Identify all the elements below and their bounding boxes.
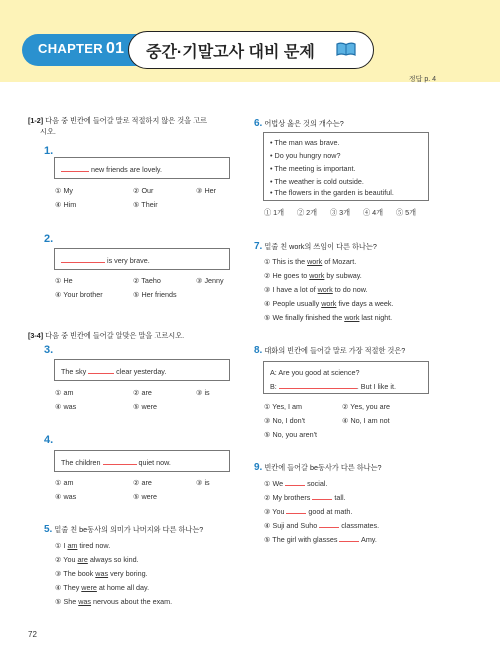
option[interactable]: ④ People usually work five days a week. <box>264 299 394 308</box>
option[interactable]: ① am <box>55 478 74 487</box>
option[interactable]: ③ Jenny <box>196 276 224 285</box>
statement: • Do you hungry now? <box>270 151 341 160</box>
option[interactable]: ⑤ The girl with glasses Amy. <box>264 535 377 544</box>
question-sentence: The children quiet now. <box>61 458 171 467</box>
dialogue-line-b: B: . But I like it. <box>270 382 396 391</box>
option[interactable]: ② Taeho <box>133 276 161 285</box>
option[interactable]: ④ They were at home all day. <box>55 583 150 592</box>
question-sentence: new friends are lovely. <box>61 164 162 174</box>
answer-blank <box>279 381 357 389</box>
option[interactable]: ③ No, I don't <box>264 416 305 425</box>
question-number: 2. <box>44 233 54 245</box>
answer-blank <box>88 366 114 374</box>
option[interactable]: ③ is <box>196 478 210 487</box>
option[interactable]: ③ The book was very boring. <box>55 569 148 578</box>
page-title: 중간·기말고사 대비 문제 <box>146 44 315 61</box>
question-7-prompt: 7. 밑줄 친 work의 쓰임이 다른 하나는? <box>254 241 377 252</box>
option[interactable]: ② are <box>133 478 152 487</box>
statement: • The flowers in the garden is beautiful. <box>270 188 394 197</box>
question-sentence: The sky clear yesterday. <box>61 367 167 376</box>
option[interactable]: ③ I have a lot of work to do now. <box>264 285 368 294</box>
statement: • The meeting is important. <box>270 164 356 173</box>
option[interactable]: ① am <box>55 388 74 397</box>
statement: • The weather is cold outside. <box>270 177 364 186</box>
question-number: 1. <box>44 145 54 157</box>
option[interactable]: ① My <box>55 186 74 195</box>
option[interactable]: ⑤ No, you aren't <box>264 430 317 439</box>
option[interactable]: ① He <box>55 276 73 285</box>
option[interactable]: ④ No, I am not <box>342 416 390 425</box>
section-instruction-3-4: [3-4] 다음 중 빈칸에 들어갈 알맞은 말을 고르시오. <box>28 331 185 340</box>
question-5-prompt: 5. 밑줄 친 be동사의 의미가 나머지와 다른 하나는? <box>44 524 204 535</box>
answer-blank <box>285 478 305 486</box>
option[interactable]: ① Yes, I am <box>264 402 303 411</box>
dialogue-line-a: A: Are you good at science? <box>270 368 360 377</box>
open-book-icon <box>336 42 356 56</box>
option[interactable]: ④ Suji and Suho classmates. <box>264 521 380 530</box>
option[interactable]: ⑤ We finally finished the work last night. <box>264 313 393 322</box>
question-8-prompt: 8. 대화의 빈칸에 들어갈 말로 가장 적절한 것은? <box>254 345 406 356</box>
option[interactable]: ① We social. <box>264 479 328 488</box>
answer-blank <box>61 164 89 172</box>
option[interactable]: ② 2개 <box>297 208 318 217</box>
option[interactable]: ② You are always so kind. <box>55 555 139 564</box>
question-number: 4. <box>44 434 54 446</box>
answer-blank <box>286 506 306 514</box>
option[interactable]: ⑤ were <box>133 402 158 411</box>
option[interactable]: ② My brothers tall. <box>264 493 346 502</box>
option[interactable]: ② He goes to work by subway. <box>264 271 362 280</box>
option[interactable]: ④ was <box>55 402 77 411</box>
option[interactable]: ④ was <box>55 492 77 501</box>
answer-reference: 정답 p. 4 <box>408 76 436 83</box>
option[interactable]: ⑤ Their <box>133 200 158 209</box>
statement: • The man was brave. <box>270 138 340 147</box>
option[interactable]: ③ is <box>196 388 210 397</box>
question-sentence: is very brave. <box>61 255 150 265</box>
option[interactable]: ⑤ Her friends <box>133 290 177 299</box>
question-number: 3. <box>44 344 54 356</box>
option[interactable]: ④ Your brother <box>55 290 103 299</box>
answer-blank <box>319 520 339 528</box>
option[interactable]: ③ Her <box>196 186 217 195</box>
option[interactable]: ⑤ 5개 <box>396 208 417 217</box>
option[interactable]: ⑤ were <box>133 492 158 501</box>
answer-blank <box>61 255 105 263</box>
option[interactable]: ④ Him <box>55 200 77 209</box>
page-number: 72 <box>28 630 37 639</box>
option[interactable]: ① 1개 <box>264 208 285 217</box>
answer-blank <box>339 534 359 542</box>
option[interactable]: ① I am tired now. <box>55 541 111 550</box>
section-instruction-1-2: [1-2] 다음 중 빈칸에 들어갈 말로 적절하지 않은 것을 고르 시오. <box>28 116 207 136</box>
answer-blank <box>103 457 137 465</box>
option[interactable]: ⑤ She was nervous about the exam. <box>55 597 173 606</box>
chapter-label: CHAPTER 01 <box>38 40 125 57</box>
answer-blank <box>312 492 332 500</box>
option[interactable]: ③ 3개 <box>330 208 351 217</box>
option[interactable]: ③ You good at math. <box>264 507 353 516</box>
option[interactable]: ④ 4개 <box>363 208 384 217</box>
option[interactable]: ① This is the work of Mozart. <box>264 257 357 266</box>
option[interactable]: ② Our <box>133 186 154 195</box>
option[interactable]: ② are <box>133 388 152 397</box>
question-9-prompt: 9. 빈칸에 들어갈 be동사가 다른 하나는? <box>254 462 382 473</box>
question-6-prompt: 6. 어법상 옳은 것의 개수는? <box>254 118 344 129</box>
option[interactable]: ② Yes, you are <box>342 402 391 411</box>
